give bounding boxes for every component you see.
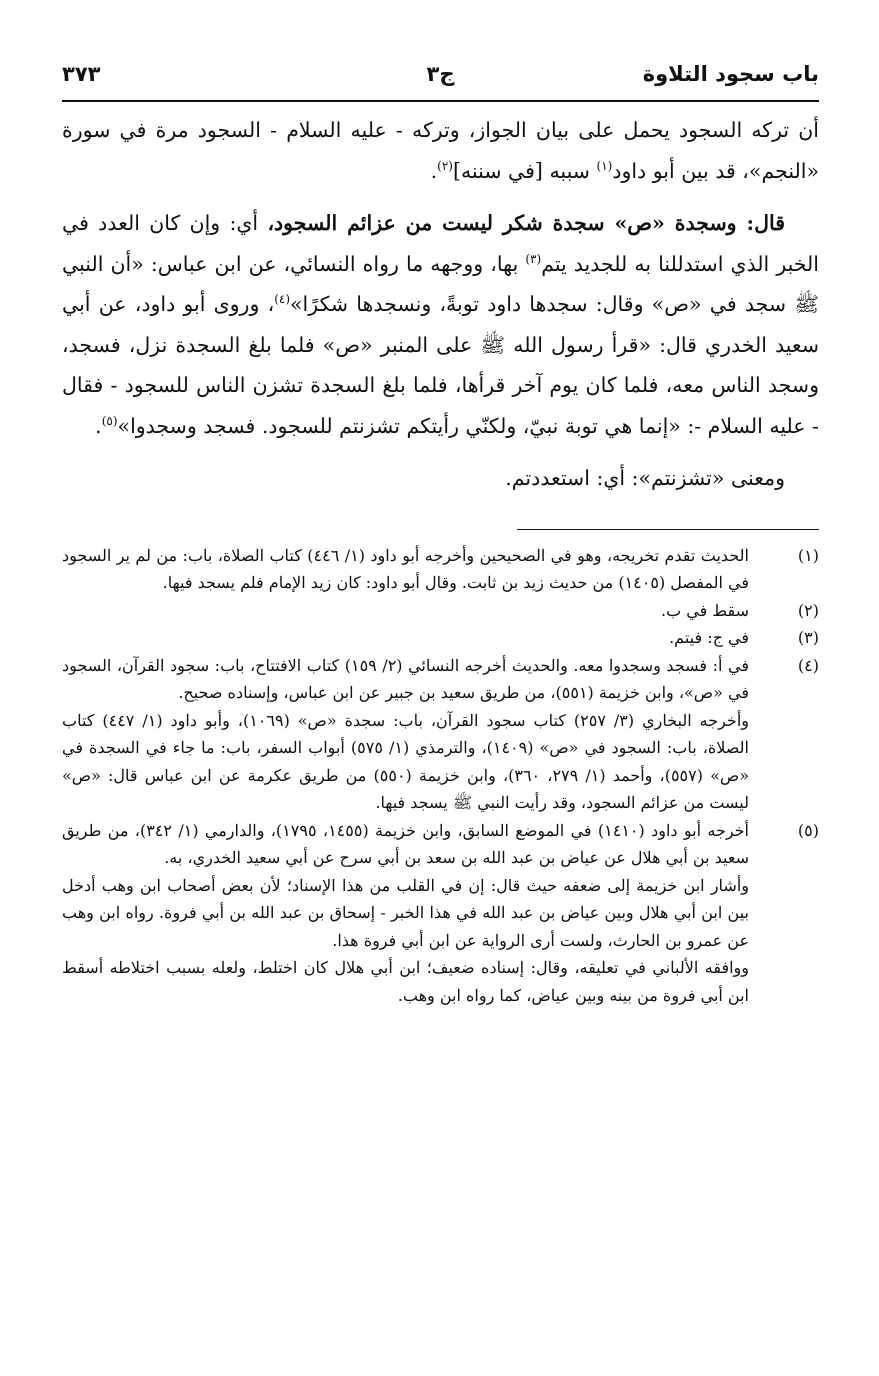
footnote-5 (62, 817, 819, 872)
paragraph-1: أن تركه السجود يحمل على بيان الجواز، وتركه - عليه السلام - السجود مرة في سورة «النجم»، قد بين أبو داود$^{(١)}$ سببه [في سننه]$^{(٢)}$. (62, 118, 819, 183)
main-text (62, 110, 819, 499)
footnote-3 (62, 624, 819, 652)
paragraph-2: قال: وسجدة «ص» سجدة شكر ليست من عزائم السجود، أي: وإن كان العدد في الخبر الذي استدللنا به للجديد يتم$^{(٣)}$ بها، ووجهه ما رواه النسائي، عن ابن عباس: «أن النبي ﷺ سجد في «ص» وقال: سجدها داود توبةً، ونسجدها شكرًا»$^{(٤)}$، وروى أبو داود، عن أبي سعيد الخدري قال: «قرأ رسول الله ﷺ على المنبر «ص» فلما بلغ السجدة نزل، فسجد، وسجد الناس معه، فلما كان يوم آخر قرأها، فلما بلغ السجدة تشزن الناس للسجود - فقال - عليه السلام -: «إنما هي توبة نبيّ، ولكنّي رأيتكم تشزنتم للسجود. فسجد وسجدوا»$^{(٥)}$. (62, 211, 819, 438)
footnote-number: (١) (797, 545, 819, 565)
footnote-text: سقط في ب. (661, 600, 749, 620)
footnote-number: (٥) (797, 820, 819, 840)
footnote-text: في ج: فيتم. (669, 628, 749, 647)
footnote-text: الحديث تقدم تخريجه، وهو في الصحيحين وأخرجه أبو داود (١/ ٤٤٦) كتاب الصلاة، باب: من لم ير السجود في المفصل (١٤٠٥) من حديث زيد بن ثابت. وقال أبو داود: كان زيد الإمام فلم يسجد فيها. (62, 545, 749, 592)
page-number: ٣٧٣ (62, 62, 101, 86)
footnote-4-continuation: وأخرجه البخاري (٣/ ٢٥٧) كتاب سجود القرآن، باب: سجدة «ص» (١٠٦٩)، وأبو داود (١/ ٤٤٧) كتاب الصلاة، باب: السجود في «ص» (١٤٠٩)، والترمذي (١/ ٥٧٥) أبواب السفر، باب: ما جاء في السجدة في «ص» (٥٥٧)، وأحمد (١/ ٢٧٩، ٣٦٠)، وابن خزيمة (٥٥٠) من طريق عكرمة عن ابن عباس قال: «ص» ليست من عزائم السجود، وقد رأيت النبي ﷺ يسجد فيها. (62, 710, 750, 812)
book-page (62, 56, 819, 1009)
footnotes (62, 542, 819, 1010)
footnote-1 (62, 542, 819, 597)
footnote-number: (٢) (797, 600, 819, 620)
footnote-ref-5: (٥) (101, 413, 118, 428)
footnote-text: أخرجه أبو داود (١٤١٠) في الموضع السابق، وابن خزيمة (١٤٥٥، ١٧٩٥)، والدارمي (١/ ٣٤٢)، من طريق سعيد بن أبي هلال عن عياض بن عبد الله بن سعد بن أبي سرح عن أبي سعيد الخدري، به. (62, 820, 750, 867)
matn-bold-text: قال: وسجدة «ص» سجدة شكر ليست من عزائم السجود، (267, 211, 786, 235)
volume-number: ج٣ (426, 62, 455, 86)
footnote-2 (62, 597, 819, 625)
footnote-4 (62, 652, 819, 707)
footnote-ref-2: (٢) (437, 158, 453, 173)
footnote-ref-4: (٤) (274, 292, 291, 307)
footnote-5-continuation-1: وأشار ابن خزيمة إلى ضعفه حيث قال: إن في القلب من هذا الإسناد؛ لأن بعض أصحاب ابن وهب أدخل بين ابن أبي هلال وبين عياض بن عبد الله في هذا الخبر - إسحاق بن عبد الله بن أبي فروة. رواه ابن وهب عن عمرو بن الحارث، ولست أرى الرواية عن ابن أبي فروة هذا. (62, 875, 750, 950)
footnote-text: في أ: فسجد وسجدوا معه. والحديث أخرجه النسائي (٢/ ١٥٩) كتاب الافتتاح، باب: سجود القرآن، السجود في «ص»، وابن خزيمة (٥٥١)، من طريق سعيد بن جبير عن ابن عباس، وإسناده صحيح. (62, 655, 749, 702)
footnote-ref-3: (٣) (525, 251, 542, 266)
footnote-number: (٤) (797, 655, 819, 675)
footnote-5-continuation-2: ووافقه الألباني في تعليقه، وقال: إسناده ضعيف؛ ابن أبي هلال كان اختلط، ولعله بسبب اختلاطه أسقط ابن أبي فروة من بينه وبين عياض، كما رواه ابن وهب. (62, 958, 749, 1005)
footnote-separator (517, 529, 819, 530)
paragraph-3: ومعنى «تشزنتم»: أي: استعددتم. (505, 466, 785, 490)
footnote-ref-1: (١) (596, 158, 613, 173)
chapter-title: باب سجود التلاوة (642, 62, 819, 86)
page-header (62, 56, 819, 102)
footnote-number: (٣) (797, 628, 819, 647)
